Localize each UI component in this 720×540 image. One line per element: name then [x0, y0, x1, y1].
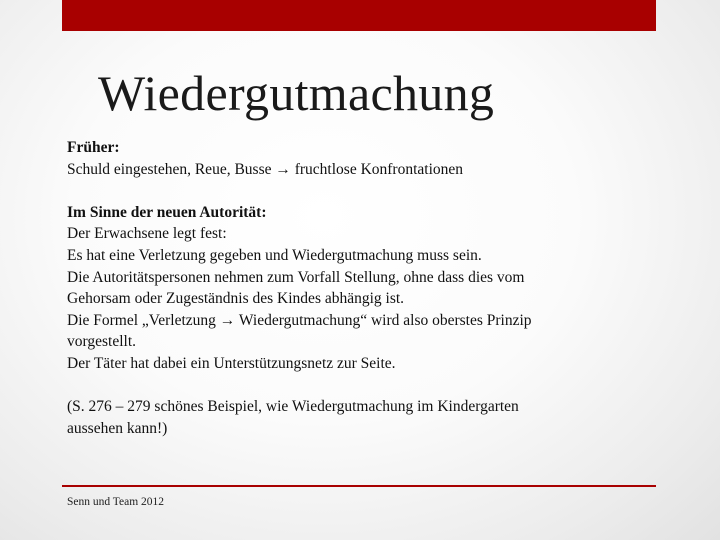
body-line: Die Autoritätspersonen nehmen zum Vorfall Stellung, ohne dass dies vom — [67, 268, 525, 286]
body-line: Gehorsam oder Zugeständnis des Kindes abhängig ist. — [67, 290, 405, 308]
body-line: Schuld eingestehen, Reue, Busse → fruchtlose Konfrontationen — [67, 160, 464, 178]
body-line: Der Täter hat dabei ein Unterstützungsnetz zur Seite. — [67, 354, 396, 372]
paragraph-spacer — [67, 375, 647, 397]
note-line: (S. 276 – 279 schönes Beispiel, wie Wiedergutmachung im Kindergarten — [67, 398, 519, 416]
body-line: vorgestellt. — [67, 333, 137, 351]
body-line: Die Formel „Verletzung → Wiedergutmachung“ wird also oberstes Prinzip — [67, 311, 532, 329]
top-accent-bar — [62, 0, 656, 31]
paragraph-spacer — [67, 180, 647, 202]
slide-content — [67, 137, 647, 439]
body-line: Es hat eine Verletzung gegeben und Wiedergutmachung muss sein. — [67, 246, 482, 264]
slide-title: Wiedergutmachung — [98, 65, 495, 121]
section-heading-neue-autoritaet: Im Sinne der neuen Autorität: — [67, 203, 267, 221]
footer-credit: Senn und Team 2012 — [67, 496, 165, 508]
body-line: Der Erwachsene legt fest: — [67, 225, 227, 243]
bottom-divider — [62, 485, 656, 487]
section-heading-frueher: Früher: — [67, 139, 120, 156]
note-line: aussehen kann!) — [67, 419, 168, 437]
